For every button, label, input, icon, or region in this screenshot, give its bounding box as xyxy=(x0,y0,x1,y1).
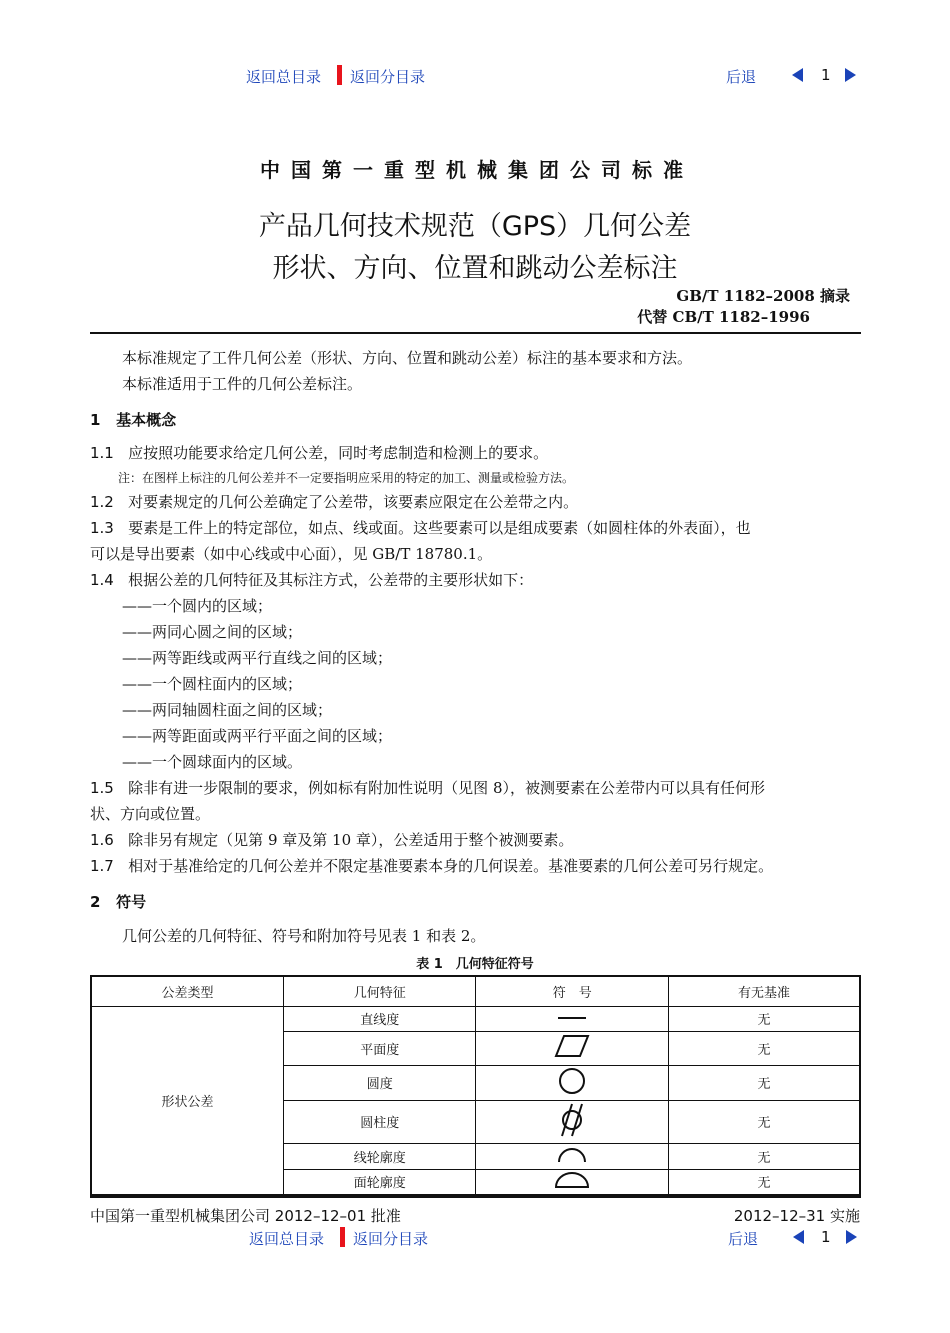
flatness-symbol-icon xyxy=(552,1033,592,1059)
straightness-symbol-icon xyxy=(552,1007,592,1027)
line-profile-symbol-icon xyxy=(552,1144,592,1164)
standard-code-text: GB/T 1182–2008 摘录 xyxy=(676,287,850,305)
clause-text: 对要素规定的几何公差确定了公差带，该要素应限定在公差带之内。 xyxy=(128,493,579,511)
symbol-cell xyxy=(476,1006,669,1031)
nav-separator xyxy=(340,1227,345,1247)
cylindricity-symbol-icon xyxy=(552,1102,592,1138)
clause-text: 相对于基准给定的几何公差并不限定基准要素本身的几何误差。基准要素的几何公差可另行规定。 xyxy=(128,857,774,875)
table-row xyxy=(91,1006,860,1031)
next-page-icon[interactable] xyxy=(845,68,856,82)
back-link[interactable]: 后退 xyxy=(728,1230,759,1248)
toc-main-link[interactable]: 返回总目录 xyxy=(246,68,322,86)
standard-code xyxy=(676,285,850,306)
header-rule xyxy=(90,332,861,334)
feature-cell: 圆度 xyxy=(283,1065,475,1100)
symbol-cell xyxy=(476,1065,669,1100)
datum-cell: 无 xyxy=(668,1031,860,1065)
table-header-row xyxy=(91,976,860,1006)
replaces-code xyxy=(637,306,810,327)
toc-section-link[interactable]: 返回分目录 xyxy=(353,1230,429,1248)
zone-item: ——两同心圆之间的区域； xyxy=(122,623,303,641)
clause-1-4 xyxy=(90,567,533,593)
symbol-cell xyxy=(476,1169,669,1195)
section1-number: 1 xyxy=(90,411,101,429)
organization-standard: 中国第一重型机械集团公司标准 xyxy=(260,158,694,182)
clause-1-3 xyxy=(90,515,751,541)
next-page-icon[interactable] xyxy=(846,1230,857,1244)
clause-number: 1.1 xyxy=(90,444,114,462)
zone-item: ——一个圆内的区域； xyxy=(122,597,273,615)
clause-1-7 xyxy=(90,853,773,879)
datum-cell: 无 xyxy=(668,1143,860,1169)
zone-item: ——一个圆柱面内的区域； xyxy=(122,675,303,693)
section2-number: 2 xyxy=(90,893,101,911)
datum-cell: 无 xyxy=(668,1065,860,1100)
feature-cell: 直线度 xyxy=(283,1006,475,1031)
header-characteristic: 几何特征 xyxy=(283,976,475,1006)
clause-number: 1.2 xyxy=(90,493,114,511)
footer-rule xyxy=(90,1196,861,1198)
zone-item: ——两同轴圆柱面之间的区域； xyxy=(122,701,333,719)
feature-cell: 圆柱度 xyxy=(283,1100,475,1143)
clause-1-1 xyxy=(90,440,548,466)
replaces-code-text: 代替 CB/T 1182–1996 xyxy=(637,308,810,326)
clause-1-6 xyxy=(90,827,573,853)
feature-cell: 面轮廓度 xyxy=(283,1169,475,1195)
clause-number: 1.4 xyxy=(90,571,114,589)
nav-separator xyxy=(337,65,342,85)
section2-heading xyxy=(90,891,146,912)
section1-heading xyxy=(90,409,176,430)
note-1-1: 注：在图样上标注的几何公差并不一定要指明应采用的特定的加工、测量或检验方法。 xyxy=(118,471,575,485)
page-number: 1 xyxy=(821,66,831,84)
back-link[interactable]: 后退 xyxy=(726,68,757,86)
toc-main-link[interactable]: 返回总目录 xyxy=(249,1230,325,1248)
clause-text: 根据公差的几何特征及其标注方式，公差带的主要形状如下： xyxy=(128,571,534,589)
symbol-cell xyxy=(476,1100,669,1143)
clause-number: 1.3 xyxy=(90,519,114,537)
surface-profile-symbol-icon xyxy=(552,1170,592,1190)
datum-cell: 无 xyxy=(668,1169,860,1195)
document-title-line1: 产品几何技术规范（GPS）几何公差 xyxy=(258,211,692,242)
clause-1-2 xyxy=(90,489,578,515)
clause-text: 应按照功能要求给定几何公差，同时考虑制造和检测上的要求。 xyxy=(128,444,549,462)
header-symbol: 符 号 xyxy=(476,976,669,1006)
prev-page-icon[interactable] xyxy=(793,1230,804,1244)
toc-section-link[interactable]: 返回分目录 xyxy=(350,68,426,86)
geometric-characteristics-table xyxy=(90,975,861,1196)
header-datum: 有无基准 xyxy=(668,976,860,1006)
symbol-cell xyxy=(476,1031,669,1065)
page-number: 1 xyxy=(821,1228,831,1246)
section2-text: 几何公差的几何特征、符号和附加符号见表 1 和表 2。 xyxy=(122,927,486,945)
clause-number: 1.5 xyxy=(90,779,114,797)
zone-item: ——两等距线或两平行直线之间的区域； xyxy=(122,649,393,667)
intro-paragraph-1: 本标准规定了工件几何公差（形状、方向、位置和跳动公差）标注的基本要求和方法。 xyxy=(122,349,693,367)
implementation-date: 2012–12–31 实施 xyxy=(733,1207,860,1225)
clause-text: 除非有进一步限制的要求，例如标有附加性说明（见图 8），被测要素在公差带内可以具有任何形 xyxy=(128,779,765,797)
symbol-cell xyxy=(476,1143,669,1169)
document-title-line2: 形状、方向、位置和跳动公差标注 xyxy=(272,253,678,284)
clause-number: 1.7 xyxy=(90,857,114,875)
intro-paragraph-2: 本标准适用于工件的几何公差标注。 xyxy=(122,375,363,393)
clause-text: 要素是工件上的特定部位，如点、线或面。这些要素可以是组成要素（如圆柱体的外表面），也 xyxy=(128,519,751,537)
roundness-symbol-icon xyxy=(552,1066,592,1096)
feature-cell: 线轮廓度 xyxy=(283,1143,475,1169)
section1-title: 基本概念 xyxy=(116,411,177,429)
clause-1-3-continued: 可以是导出要素（如中心线或中心面），见 GB/T 18780.1。 xyxy=(90,545,493,563)
form-tolerance-cell: 形状公差 xyxy=(91,1006,283,1195)
feature-cell: 平面度 xyxy=(283,1031,475,1065)
datum-cell: 无 xyxy=(668,1100,860,1143)
zone-item: ——一个圆球面内的区域。 xyxy=(122,753,303,771)
clause-1-5 xyxy=(90,775,765,801)
prev-page-icon[interactable] xyxy=(792,68,803,82)
approval-date: 中国第一重型机械集团公司 2012–12–01 批准 xyxy=(90,1207,401,1225)
header-tolerance-type: 公差类型 xyxy=(91,976,283,1006)
clause-1-5-continued: 状、方向或位置。 xyxy=(90,805,211,823)
table1-caption: 表 1 几何特征符号 xyxy=(416,957,534,972)
section2-title: 符号 xyxy=(116,893,147,911)
clause-number: 1.6 xyxy=(90,831,114,849)
datum-cell: 无 xyxy=(668,1006,860,1031)
zone-item: ——两等距面或两平行平面之间的区域； xyxy=(122,727,393,745)
clause-text: 除非另有规定（见第 9 章及第 10 章），公差适用于整个被测要素。 xyxy=(128,831,574,849)
